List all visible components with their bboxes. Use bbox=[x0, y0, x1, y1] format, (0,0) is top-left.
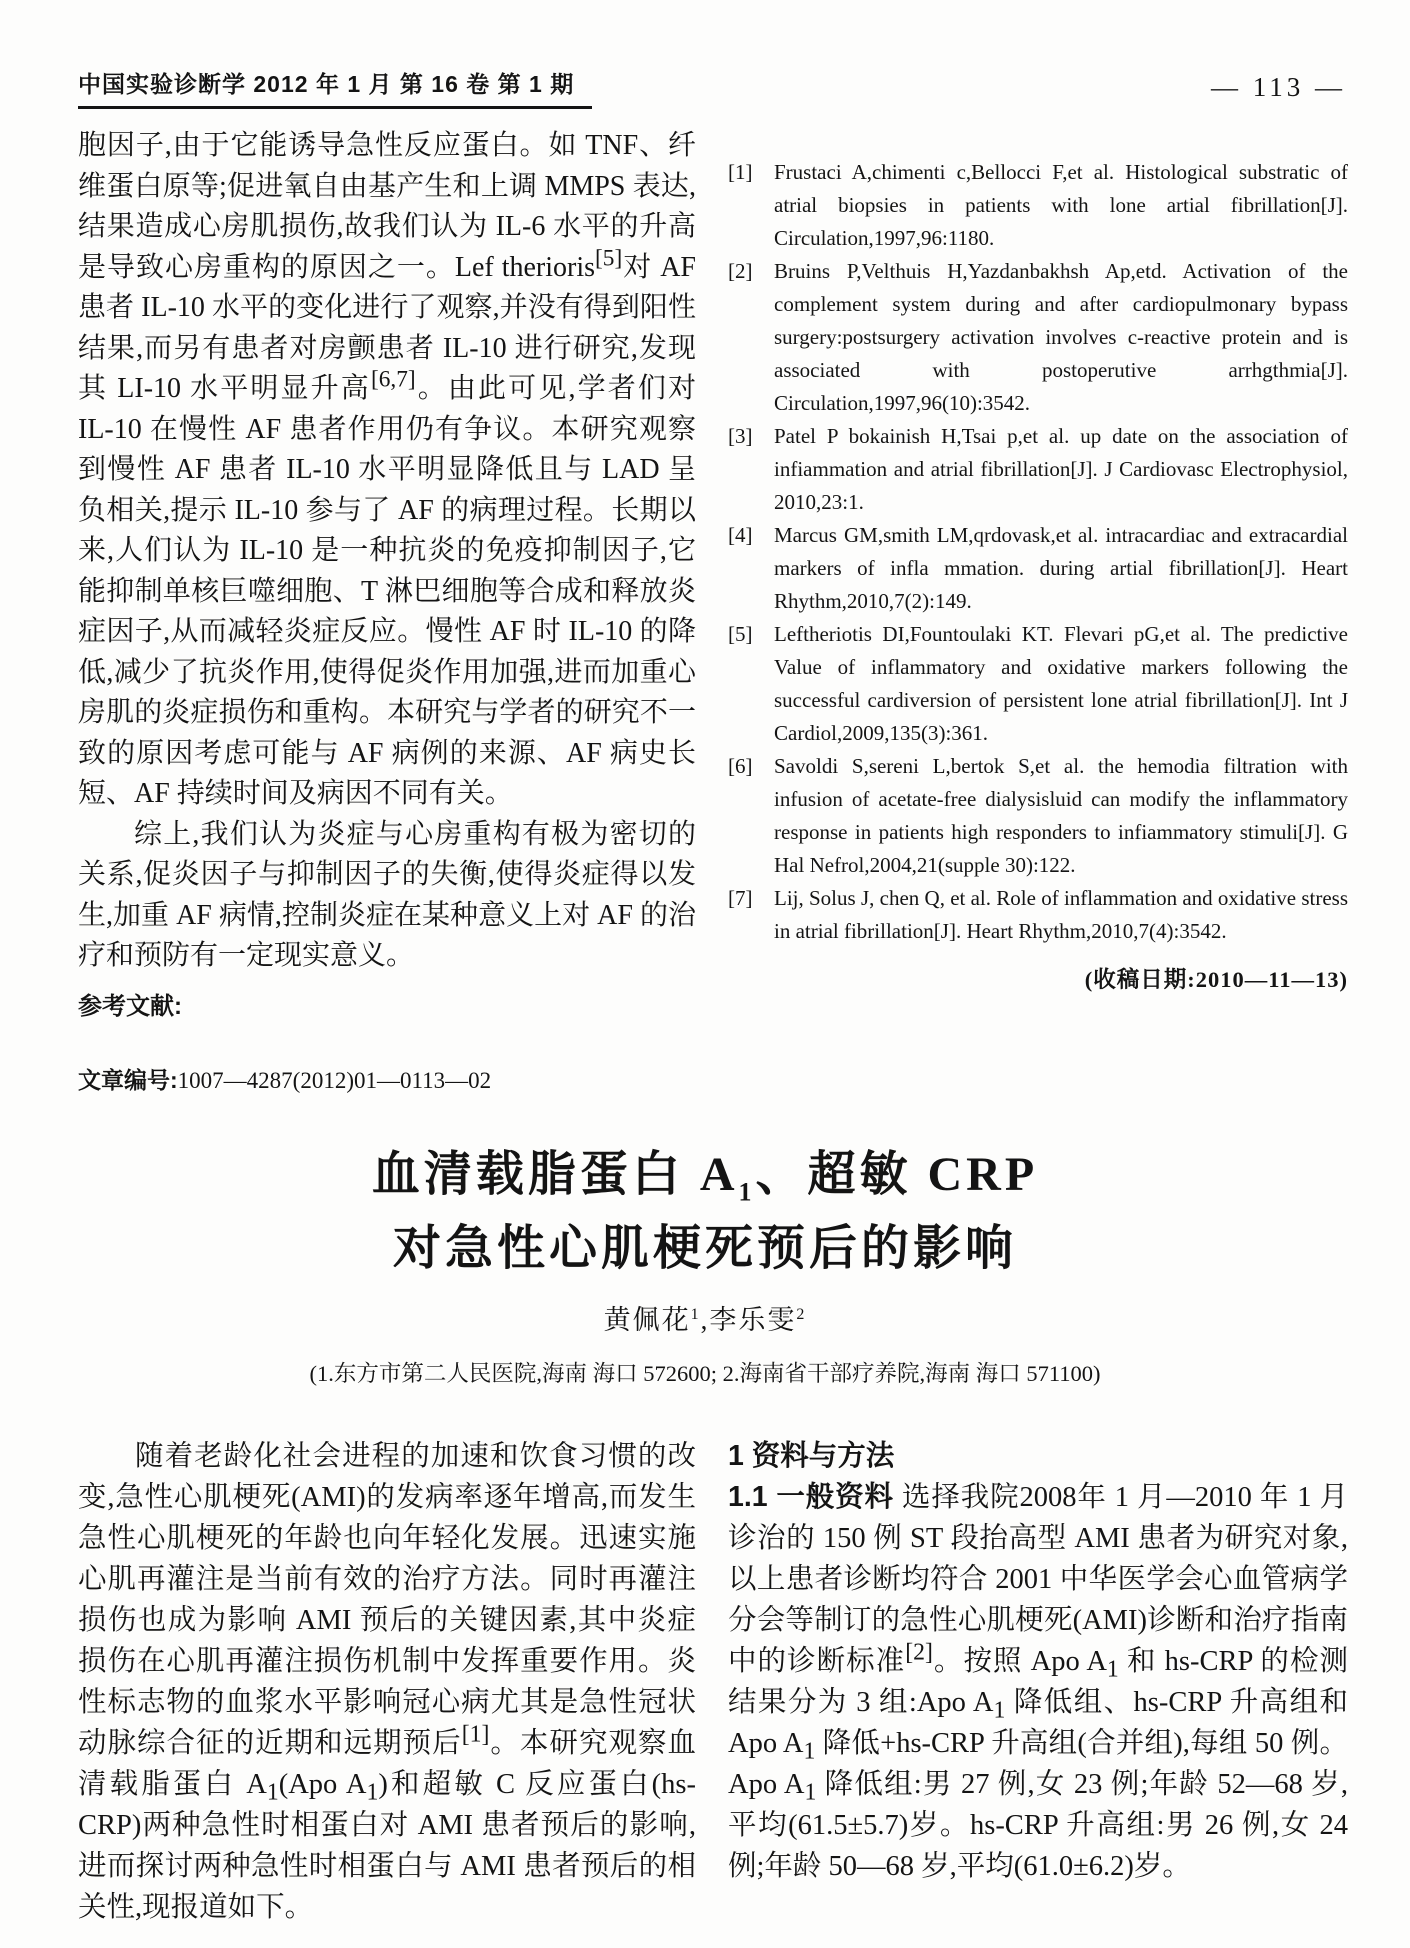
reference-text: Bruins P,Velthuis H,Yazdanbakhsh Ap,etd. Activation of the complement system during and after cardiopulmonary bypass surgery:postsurgery activation involves c-reactive protein and is associated with postoperutive arrhgthmia[J]. Circulation,1997,96(10):3542. bbox=[774, 259, 1348, 415]
reference-number: [5] bbox=[728, 622, 753, 646]
section-1-heading: 1 资料与方法 bbox=[728, 1440, 895, 1472]
reference-number: [3] bbox=[728, 424, 753, 448]
intro-paragraph: 随着老龄化社会进程的加速和饮食习惯的改变,急性心肌梗死(AMI)的发病率逐年增高,而发生急性心肌梗死的年龄也向年轻化发展。迅速实施心肌再灌注是当前有效的治疗方法。同时再灌注损伤也成为影响 AMI 预后的关键因素,其中炎症损伤在心肌再灌注损伤机制中发挥重要作用。炎性标志物的血浆水平影响冠心病尤其是急性冠状动脉综合征的近期和远期预后[1]。本研究观察血清载脂蛋白 $A_1(Apo$ $A_1$)和超敏 C 反应蛋白(hs-CRP)两种急性时相蛋白对 AMI 患者预后的影响,进而探讨两种急性时相蛋白与 AMI 患者预后的相关性,现报道如下。 bbox=[78, 1441, 696, 1923]
journal-title-line: 中国实验诊断学 2012 年 1 月 第 16 卷 第 1 期 bbox=[78, 66, 592, 109]
received-date: (收稿日期:2010—11—13) bbox=[1084, 967, 1348, 992]
article-title-line1: 血清载脂蛋白 $A_1$、超敏 CRP bbox=[371, 1148, 1039, 1207]
article-number-line bbox=[78, 1062, 491, 1095]
section-1-1-heading: 1.1 一般资料 bbox=[728, 1481, 894, 1513]
reference-item bbox=[728, 750, 1348, 882]
bottom-right-column bbox=[728, 1436, 1348, 1928]
reference-number: [2] bbox=[728, 259, 753, 283]
bottom-columns bbox=[78, 1436, 1348, 1928]
section-1-1-text: 选择我院2008年 1 月—2010 年 1 月诊治的 150 例 ST 段抬高型 AMI 患者为研究对象,以上患者诊断均符合 2001 中华医学会心血管病学分会等制订的急性心肌梗死(AMI)诊断和治疗指南中的诊断标准[2]。按照 Apo $A_1$ 和 hs-CRP 的检测结果分为 3 组:Apo $A_1$ 降低组、hs-CRP 升高组和 Apo $A_1$ 降低+hs-CRP 升高组(合并组),每组 50 例。Apo $A_1$ 降低组:男 27 例,女 23 例;年龄 52—68 岁,平均(61.5±5.7)岁。hs-CRP 升高组:男 26 例,女 24 例;年龄 50—68 岁,平均(61.0±6.2)岁。 bbox=[728, 1482, 1349, 1882]
body-paragraph: 胞因子,由于它能诱导急性反应蛋白。如 TNF、纤维蛋白原等;促进氧自由基产生和上调 MMPS 表达,结果造成心房肌损伤,故我们认为 IL-6 水平的升高是导致心房重构的原因之一。Lef therioris[5]对 AF 患者 IL-10 水平的变化进行了观察,并没有得到阳性结果,而另有患者对房颤患者 IL-10 进行研究,发现其 LI-10 水平明显升高[6,7]。由此可见,学者们对 IL-10 在慢性 AF 患者作用仍有争议。本研究观察到慢性 AF 患者 IL-10 水平明显降低且与 LAD 呈负相关,提示 IL-10 参与了 AF 的病理过程。长期以来,人们认为 IL-10 是一种抗炎的免疫抑制因子,它能抑制单核巨噬细胞、T 淋巴细胞等合成和释放炎症因子,从而减轻炎症反应。慢性 AF 时 IL-10 的降低,减少了抗炎作用,使得促炎作用加强,进而加重心房肌的炎症损伤和重构。本研究与学者的研究不一致的原因考虑可能与 AF 病例的来源、AF 病史长短、AF 持续时间及病因不同有关。 bbox=[78, 130, 696, 809]
article-number-label: 文章编号: bbox=[78, 1067, 178, 1093]
references-heading: 参考文献: bbox=[78, 992, 182, 1020]
reference-text: Marcus GM,smith LM,qrdovask,et al. intracardiac and extracardial markers of infla mmation. during artial fibrillation[J]. Heart Rhythm,2010,7(2):149. bbox=[774, 523, 1348, 613]
top-columns bbox=[78, 126, 1348, 1027]
reference-text: Lij, Solus J, chen Q, et al. Role of inflammation and oxidative stress in atrial fibrillation[J]. Heart Rhythm,2010,7(4):3542. bbox=[774, 886, 1348, 943]
section-1-1-paragraph bbox=[728, 1477, 1348, 1887]
reference-item bbox=[728, 618, 1348, 750]
top-right-column bbox=[728, 126, 1348, 1027]
reference-number: [6] bbox=[728, 754, 753, 778]
reference-number: [1] bbox=[728, 160, 753, 184]
reference-number: [7] bbox=[728, 886, 753, 910]
reference-item bbox=[728, 882, 1348, 948]
body-paragraph: 综上,我们认为炎症与心房重构有极为密切的关系,促炎因子与抑制因子的失衡,使得炎症得以发生,加重 AF 病情,控制炎症在某种意义上对 AF 的治疗和预防有一定现实意义。 bbox=[78, 818, 696, 971]
reference-text: Patel P bokainish H,Tsai p,et al. up date on the association of infiammation and atrial fibrillation[J]. J Cardiovasc Electrophysiol, 2010,23:1. bbox=[774, 424, 1348, 514]
affiliation-line: (1.东方市第二人民医院,海南 海口 572600; 2.海南省干部疗养院,海南 海口 571100) bbox=[309, 1361, 1101, 1386]
article-title-line2: 对急性心肌梗死预后的影响 bbox=[392, 1222, 1017, 1275]
reference-list bbox=[728, 156, 1348, 948]
reference-text: Frustaci A,chimenti c,Bellocci F,et al. Histological substratic of atrial biopsies in patients with lone artial fibrillation[J]. Circulation,1997,96:1180. bbox=[774, 160, 1348, 250]
reference-item bbox=[728, 255, 1348, 420]
reference-number: [4] bbox=[728, 523, 753, 547]
reference-text: Savoldi S,sereni L,bertok S,et al. the hemodia filtration with infusion of acetate-free dialysisluid can modify the inflammatory response in patients high responders to infiammatory stimuli[J]. G Hal Nefrol,2004,21(supple 30):122. bbox=[774, 754, 1348, 877]
page-header bbox=[78, 66, 1346, 109]
article-number-value: 1007—4287(2012)01—0113—02 bbox=[177, 1068, 492, 1093]
reference-text: Leftheriotis DI,Fountoulaki KT. Flevari pG,et al. The predictive Value of inflammatory and oxidative markers following the successful cardiversion of persistent lone atrial fibrillation[J]. Int J Cardiol,2009,135(3):361. bbox=[774, 622, 1348, 745]
reference-item bbox=[728, 156, 1348, 255]
page-number: — 113 — bbox=[1211, 72, 1346, 102]
authors-line: 黄佩花$^1$,李乐雯$^2$ bbox=[603, 1305, 807, 1335]
reference-item bbox=[728, 519, 1348, 618]
article-title bbox=[0, 1138, 1410, 1286]
reference-item bbox=[728, 420, 1348, 519]
top-left-column bbox=[78, 126, 696, 1027]
bottom-left-column bbox=[78, 1436, 696, 1928]
